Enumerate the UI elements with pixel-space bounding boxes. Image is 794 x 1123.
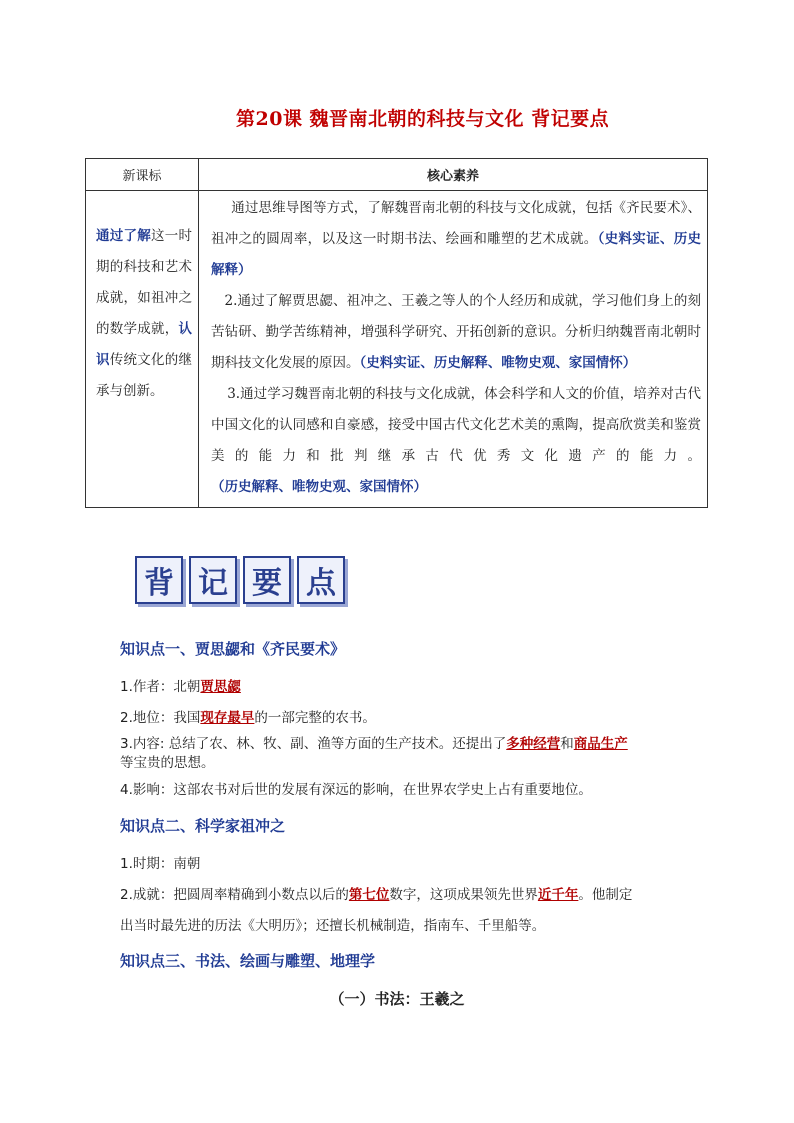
k1-line-influence: 4.影响：这部农书对后世的发展有深远的影响，在世界农学史上占有重要地位。: [120, 782, 592, 798]
k1-line-content-cont: 等宝贵的思想。: [120, 755, 215, 771]
k1-highlight-status: 现存最早: [200, 710, 255, 726]
literacy-tag-2: （史料实证、历史解释、唯物史观、家国情怀）: [359, 355, 637, 371]
standard-text-1: 这一时期的科技和艺术成就，如祖冲之的数学成就，: [96, 228, 192, 337]
core-literacy-cell: [199, 191, 708, 508]
banner-char-3: 要: [243, 556, 291, 604]
k1-line-author: 1.作者：北朝贾思勰: [120, 679, 241, 695]
k1-line-content: 3.内容: 总结了农、林、牧、副、渔等方面的生产技术。还提出了多种经营和商品生产: [120, 736, 628, 752]
banner-char-2: 记: [189, 556, 237, 604]
k2-line-achievement: 2.成就：把圆周率精确到小数点以后的第七位数字，这项成果领先世界近千年。他制定: [120, 887, 633, 903]
literacy-paragraph-1: 通过思维导图等方式，了解魏晋南北朝的科技与文化成就，包括《齐民要术》、祖冲之的圆周率，以及这一时期书法、绘画和雕塑的艺术成就。（史料实证、历史解释）: [211, 200, 702, 278]
k2-highlight-thousand-years: 近千年: [537, 887, 579, 903]
standard-text-2: 传统文化的继承与创新。: [96, 352, 192, 399]
k1-highlight-diversified: 多种经营: [506, 736, 561, 752]
table-header-row: [86, 159, 708, 191]
k1-line-status: 2.地位：我国现存最早的一部完整的农书。: [120, 710, 376, 726]
literacy-tag-1: （史料实证、历史解释）: [211, 231, 702, 278]
section-heading-1: 知识点一、贾思勰和《齐民要术》: [120, 640, 346, 658]
standard-keyword-understand: 通过了解: [96, 228, 151, 244]
section-heading-3: 知识点三、书法、绘画与雕塑、地理学: [120, 952, 376, 970]
literacy-paragraph-2: 2.通过了解贾思勰、祖冲之、王羲之等人的个人经历和成就，学习他们身上的刻苦钻研、勤学苦练精神，增强科学研究、开拓创新的意识。分析归纳魏晋南北朝时期科技文化发展的原因。（史料实证、历史解释、唯物史观、家国情怀）: [211, 293, 701, 371]
k2-line-achievement-cont: 出当时最先进的历法《大明历》；还擅长机械制造，指南车、千里船等。: [120, 918, 546, 934]
table-row: [86, 191, 708, 508]
page-title: 第20课 魏晋南北朝的科技与文化 背记要点: [236, 108, 610, 130]
k2-highlight-seventh: 第七位: [348, 887, 390, 903]
k1-highlight-commodity: 商品生产: [573, 736, 628, 752]
subheading-calligraphy: （一）书法：王羲之: [329, 990, 465, 1008]
k2-line-period: 1.时期：南朝: [120, 856, 201, 872]
header-curriculum-standard: 新课标: [86, 159, 199, 191]
memorize-key-points-banner: [135, 556, 345, 604]
standard-keyword-recognize: 认识: [96, 321, 192, 368]
section-heading-2: 知识点二、科学家祖冲之: [120, 817, 286, 835]
literacy-paragraph-3: 3.通过学习魏晋南北朝的科技与文化成就，体会科学和人文的价值，培养对古代中国文化的认同感和自豪感，接受中国古代文化艺术美的熏陶，提高欣赏美和鉴赏美的能力和批判继承古代优秀文化遗产的能力。（历史解释、唯物史观、家国情怀）: [211, 386, 701, 495]
header-core-literacy: 核心素养: [199, 159, 708, 191]
k1-highlight-author: 贾思勰: [200, 679, 241, 695]
curriculum-standard-cell: [86, 191, 199, 508]
curriculum-table: [85, 158, 708, 508]
banner-char-4: 点: [297, 556, 345, 604]
banner-char-1: 背: [135, 556, 183, 604]
literacy-tag-3: （历史解释、唯物史观、家国情怀）: [211, 479, 427, 495]
